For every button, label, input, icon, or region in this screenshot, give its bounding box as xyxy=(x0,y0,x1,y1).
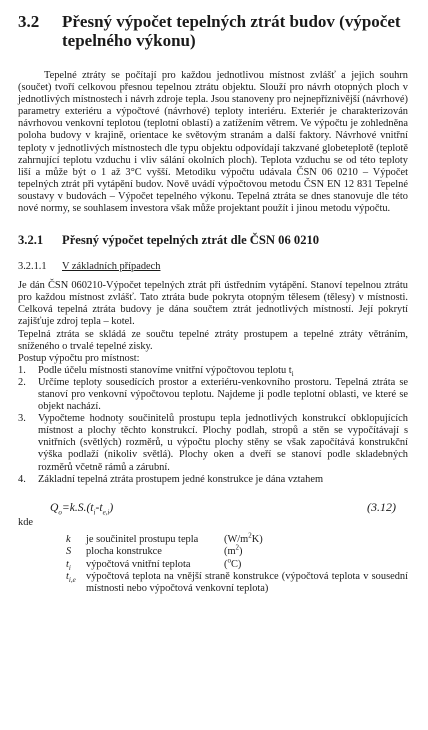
section-heading xyxy=(18,12,408,50)
list-text: Základní tepelná ztráta prostupem jedné konstrukce je dána vztahem xyxy=(38,473,324,485)
list-number: 1. xyxy=(18,364,26,376)
list-number: 2. xyxy=(18,376,26,388)
body-paragraph: Postup výpočtu pro místnost: xyxy=(18,352,140,364)
symbol-description: výpočtová vnitřní teplota xyxy=(86,558,191,570)
list-text: Podle účelu místnosti stanovíme vnitřní výpočtovou teplotu $t_i$ xyxy=(38,364,294,378)
subsection-heading xyxy=(18,233,408,247)
symbol: S xyxy=(66,546,72,558)
subsubsection-number: 3.2.1.1 xyxy=(18,261,47,273)
equation xyxy=(18,500,408,516)
list-item xyxy=(18,413,408,473)
symbol: $t_{i,e}$ xyxy=(66,570,76,585)
list-item xyxy=(18,474,408,486)
subsubsection-title: V základních případech xyxy=(62,261,161,273)
symbol-unit: ($^o$C) xyxy=(224,556,242,570)
section-body xyxy=(18,280,408,596)
list-text: Vypočtemе hodnoty součinitelů prostupu tepla jednotlivých konstrukcí obklopujících místnost a plochy těchto konstrukcí. Plochy podlah, stropů a stěn se vypočítávají s vnitřních (světlých) rozměrů, u výpočtu plochy stěny se však započítává konstrukční výška podlaží (nikoliv světlá). Plochy oken a dveří se stanoví podle skladebných rozměrů včetně rámů a zárubní. xyxy=(38,413,408,473)
symbol: $t_i$ xyxy=(66,558,71,572)
symbol-definitions xyxy=(66,531,408,596)
section-title: Přesný výpočet tepelných ztrát budov (výpočet tepelného výkonu) xyxy=(62,12,401,50)
equation-expression: $Q_o=k.S.(t_i-t_{e,i})$ xyxy=(50,501,114,517)
body-paragraph: Tepelná ztráta se skládá ze součtu tepelné ztráty prostupem a tepelné ztráty větráním, sníženého o trvalé tepelné zisky. xyxy=(18,328,408,352)
symbol-description: výpočtová teplota na vnější straně konstrukce (výpočtová teplota v sousední místnosti nebo výpočtová venkovní teplota) xyxy=(86,570,408,595)
subsection-title: Přesný výpočet tepelných ztrát dle ČSN 06 0210 xyxy=(62,233,320,248)
list-number: 3. xyxy=(18,413,26,425)
definition-row xyxy=(66,543,408,558)
list-number: 4. xyxy=(18,473,26,485)
body-paragraph: Je dán ČSN 060210-Výpočet tepelných ztrát při ústředním vytápění. Stanoví tepelnou ztrátu pro každou místnost zvlášť. Tato ztráta bude pokryta otopným tělesem (tělesy) v místnosti. Celková tepelná ztráta budovy je dána součtem ztrát jednotlivých místností. Její pokrytí zajišťuje zdroj tepla – kotel. xyxy=(18,280,408,328)
definition-row xyxy=(66,571,408,596)
intro-paragraph: Tepelné ztráty se počítají pro každou jednotlivou místnost zvlášť a jejich souhrn (součet) tvoří celkovou přesnou tepelnou ztrátu objektu. Slouží pro návrh otopných ploch v jednotlivých místnostech i návrh zdroje tepla. Jsou stanoveny pro nejnepříznivější (návrhové) parametry exteriéru a výpočtové (návrhové) teploty interiéru. Exteriér je charakterizován návrhovou venkovní teplotou (teplotní oblastí) a zatížením větrem. Ve výpočtu je zohledněna poloha budovy v krajině, orientace ke světovým stranám a další faktory. Návrhové vnitřní teploty v jednotlivých místnostech dle typu objektu odpovídají takzvané globeteplotě (teplotě zahrnující teplotu vzduchu i vliv sálání okolních ploch). Teplota vzduchu se od této teploty liší a může být o 1 až 3°C vyšší. Metodiku výpočtu udávala ČSN 06 0210 – Výpočet tepelných ztrát při vytápění budov. Nově uvádí výpočtovou metodu ČSN EN 12 831 Tepelné soustavy v budovách – Výpočet tepelného výkonu. Tepelná ztráta se dnes stanovuje dle této nové normy, se souhlasem investora však může projektant použít i jinou metodu výpočtu. xyxy=(18,70,408,215)
equation-number: (3.12) xyxy=(367,500,396,515)
subsection-number: 3.2.1 xyxy=(18,233,44,248)
section-number: 3.2 xyxy=(18,12,40,31)
where-label: kde xyxy=(18,516,34,528)
list-item xyxy=(18,365,408,377)
symbol-description: je součinitel prostupu tepla xyxy=(86,533,199,545)
list-item xyxy=(18,377,408,413)
symbol: k xyxy=(66,533,71,545)
symbol-unit: $(m^2)$ xyxy=(224,543,243,558)
definition-row xyxy=(66,556,408,572)
list-text: Určíme teploty sousedících prostor a exteriéru-venkovního prostoru. Tepelná ztráta se stanoví pro venkovní výpočtovou teplotu. Najdeme ji podle teplotní oblasti, ve které se objekt nachází. xyxy=(38,376,408,413)
subsubsection-heading xyxy=(18,261,408,273)
symbol-unit: $(W/m^2K)$ xyxy=(224,531,263,545)
symbol-description: plocha konstrukce xyxy=(86,546,162,558)
steps-list xyxy=(18,365,408,486)
